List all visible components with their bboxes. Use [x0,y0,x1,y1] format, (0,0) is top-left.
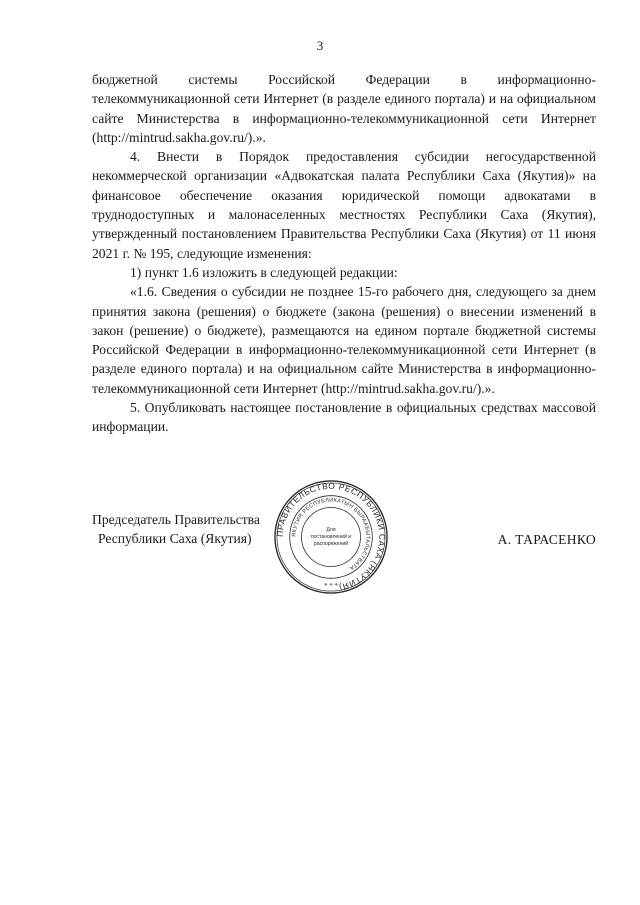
document-body [92,70,596,437]
paragraph-item-5: 5. Опубликовать настоящее постановление в официальных средствах массовой информации. [92,400,596,435]
seal-inner-text: ЯКУТИЯ РЕСПУБЛИКАТЫН БЫРААБЫТАЛЬСТВАТА [291,497,371,571]
official-seal-stamp [272,478,390,596]
seal-center-line-1: Для [326,527,336,534]
signature-block [92,478,596,598]
seal-bottom-stars: * * * [324,583,338,591]
seal-outer-text: ПРАВИТЕЛЬСТВО РЕСПУБЛИКИ САХА (ЯКУТИЯ) [274,480,388,593]
paragraph-subitem-1: 1) пункт 1.6 изложить в следующей редакции: [130,264,398,280]
paragraph-item-4: 4. Внести в Порядок предоставления субсидии негосударственной некоммерческой организации «Адвокатская палата Республики Саха (Якутия)» на финансовое обеспечение оказания юридической помощи адвокатами в труднодоступных и малонаселенных местностях Республики Саха (Якутия), утвержденный постановлением Правительства Республики Саха (Якутия) от 11 июня 2021 г. № 195, следующие изменения: [92,149,596,261]
paragraph-quote-1-6: «1.6. Сведения о субсидии не позднее 15-го рабочего дня, следующего за днем принятия закона (решения) о бюджете (закона (решения) о внесении изменений в закон (решение) о бюджете), размещаются на едином портале бюджетной системы Российской Федерации в информационно-телекоммуникационной сети Интернет (в разделе единого портала) и на официальном сайте Министерства в информационно-телекоммуникационной сети Интернет (http://mintrud.sakha.gov.ru/).». [92,284,596,396]
signatory-name: А. ТАРАСЕНКО [497,532,596,547]
signatory-position-line-2: Республики Саха (Якутия) [98,531,252,547]
seal-center-line-3: распоряжений [313,540,349,547]
page-number: 3 [316,38,324,53]
paragraph-continuation: бюджетной системы Российской Федерации в информационно-телекоммуникационной сети Интернет (в разделе единого портала) и на официальном сайте Министерства в информационно-телекоммуникационной сети Интернет (http://mintrud.sakha.gov.ru/).». [92,72,596,145]
signatory-position [92,510,260,549]
seal-center-line-2: постановлений и [310,533,352,540]
signatory-position-line-1: Председатель Правительства [92,512,260,527]
